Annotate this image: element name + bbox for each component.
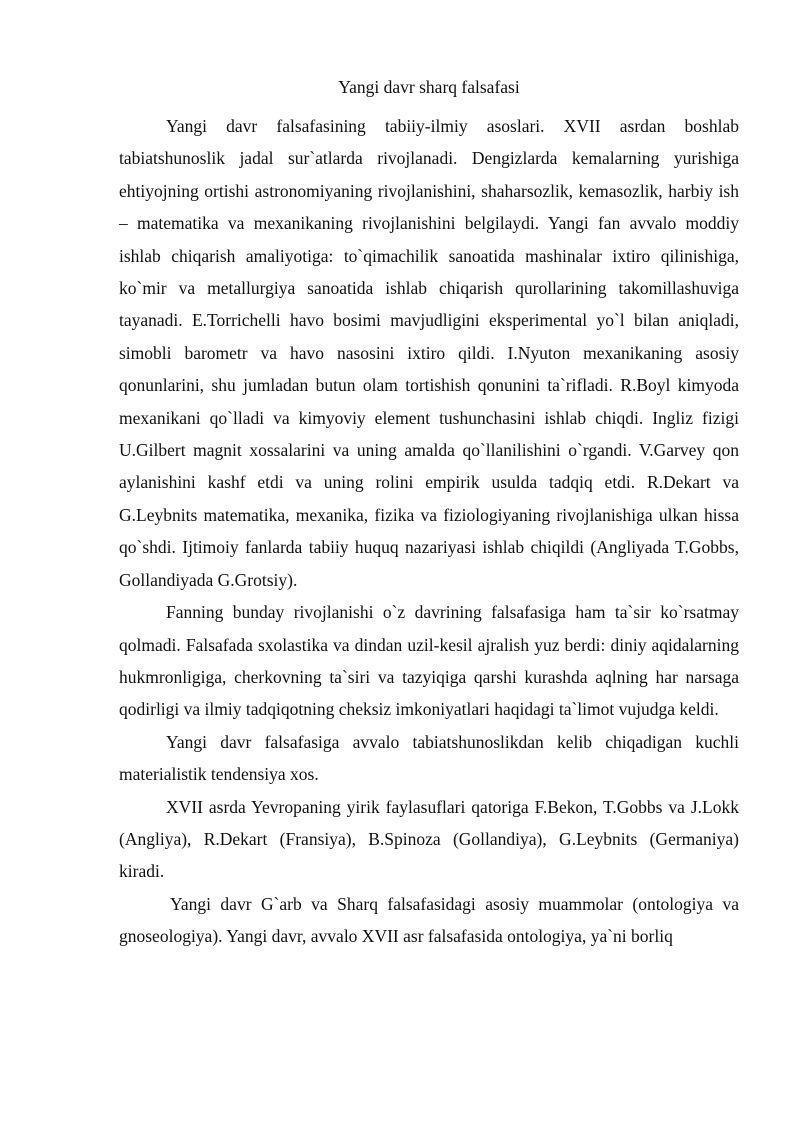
paragraph-influence-on-philosophy: Fanning bunday rivojlanishi o`z davrining falsafasiga ham ta`sir ko`rsatmay qolmadi. Falsafada sxolastika va dindan uzil-kesil ajralish yuz berdi: diniy aqidalarning hukmronligiga, cherkovning ta`siri va tazyiqiga qarshi kurashda aqlning har narsaga qodirligi va ilmiy tadqiqotning cheksiz imkoniyatlari haqidagi ta`limot vujudga keldi.: [119, 602, 739, 720]
paragraph-materialist-tendency: Yangi davr falsafasiga avvalo tabiatshunoslikdan kelib chiqadigan kuchli materialistik tendensiya xos.: [119, 731, 739, 785]
paragraph-main-problems: Yangi davr G`arb va Sharq falsafasidagi asosiy muammolar (ontologiya va gnoseologiya). Yangi davr, avvalo XVII asr falsafasida ontologiya, ya`ni borliq: [119, 893, 739, 947]
document-title: Yangi davr sharq falsafasi: [338, 77, 520, 97]
document-page: [119, 72, 739, 953]
paragraph-natural-science-foundations: Yangi davr falsafasining tabiiy-ilmiy asoslari. XVII asrdan boshlab tabiatshunoslik jadal sur`atlarda rivojlanadi. Dengizlarda kemalarning yurishiga ehtiyojning ortishi astronomiyaning rivojlanishini, shaharsozlik, kemasozlik, harbiy ish – matematika va mexanikaning rivojlanishini belgilaydi. Yangi fan avvalo moddiy ishlab chiqarish amaliyotiga: to`qimachilik sanoatida mashinalar ixtiro qilinishiga, ko`mir va metallurgiya sanoatida ishlab chiqarish qurollarining takomillashuviga tayanadi. E.Torrichelli havo bosimi mavjudligini eksperimental yo`l bilan aniqladi, simobli barometr va havo nasosini ixtiro qildi. I.Nyuton mexanikaning asosiy qonunlarini, shu jumladan butun olam tortishish qonunini ta`rifladi. R.Boyl kimyoda mexanikani qo`lladi va kimyoviy element tushunchasini ishlab chiqdi. Ingliz fizigi U.Gilbert magnit xossalarini va uning amalda qo`llanilishini o`rgandi. V.Garvey qon aylanishini kashf etdi va uning rolini empirik usulda tadqiq etdi. R.Dekart va G.Leybnits matematika, mexanika, fizika va fiziologiyaning rivojlanishiga ulkan hissa qo`shdi. Ijtimoiy fanlarda tabiiy huquq nazariyasi ishlab chiqildi (Angliyada T.Gobbs, Gollandiyada G.Grotsiy).: [119, 116, 739, 590]
paragraph-major-philosophers: XVII asrda Yevropaning yirik faylasuflari qatoriga F.Bekon, T.Gobbs va J.Lokk (Angliya), R.Dekart (Fransiya), B.Spinoza (Gollandiya), G.Leybnits (Germaniya) kiradi.: [119, 796, 739, 882]
